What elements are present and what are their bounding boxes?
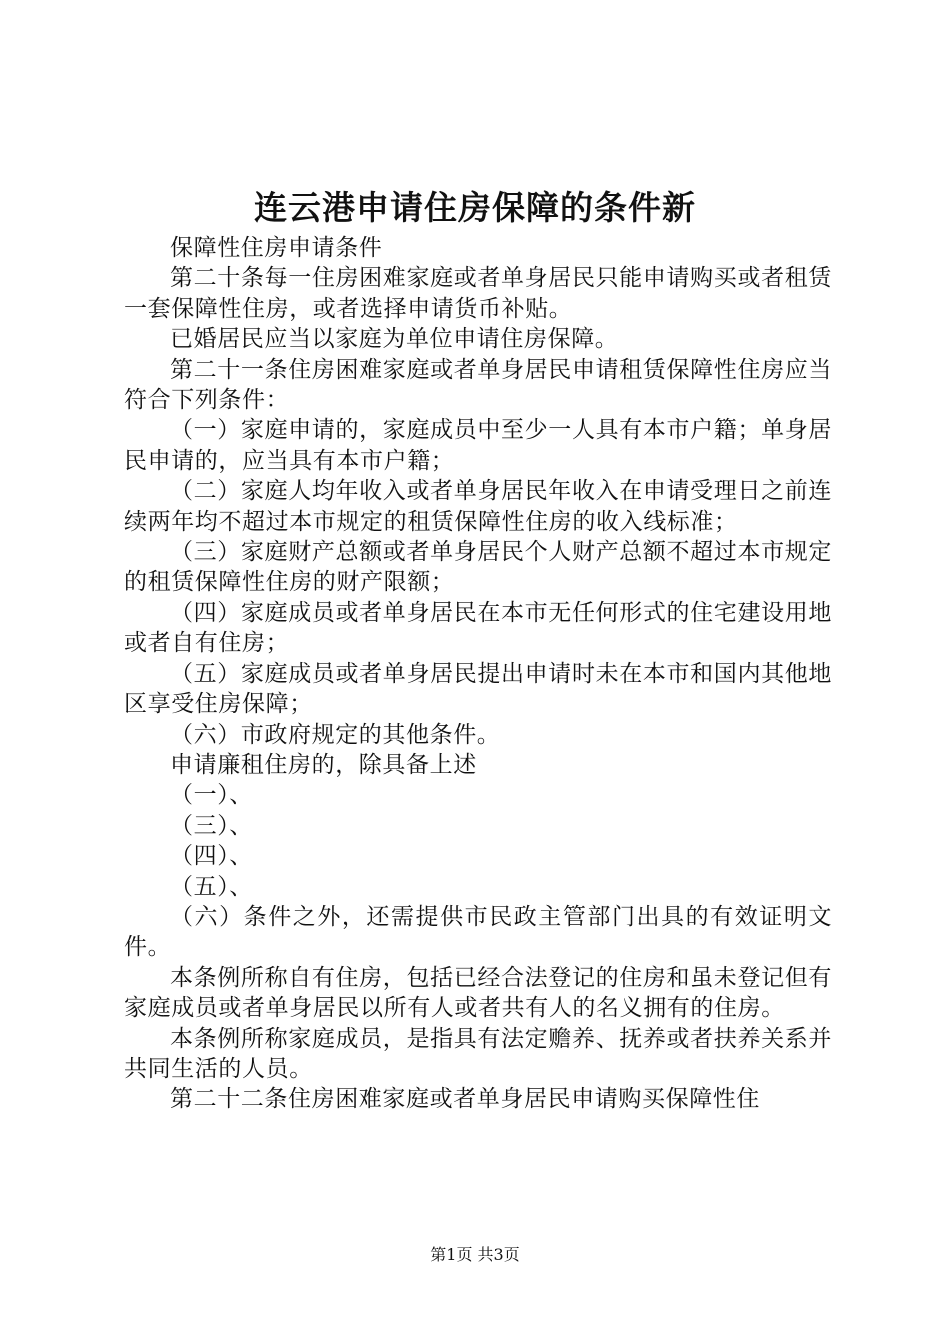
paragraph: （四）家庭成员或者单身居民在本市无任何形式的住宅建设用地或者自有住房； bbox=[124, 599, 832, 657]
paragraph: （六）市政府规定的其他条件。 bbox=[170, 721, 501, 748]
paragraph: （六）条件之外，还需提供市民政主管部门出具的有效证明文件。 bbox=[124, 903, 832, 961]
paragraph: （五）、 bbox=[170, 873, 253, 900]
paragraph: （二）家庭人均年收入或者单身居民年收入在申请受理日之前连续两年均不超过本市规定的租赁保障性住房的收入线标准； bbox=[124, 478, 832, 535]
page-number-footer: 第1页 共3页 bbox=[430, 1245, 520, 1264]
paragraph: 本条例所称家庭成员，是指具有法定赡养、抚养或者扶养关系并共同生活的人员。 bbox=[124, 1025, 832, 1082]
paragraph: 申请廉租住房的，除具备上述 bbox=[170, 751, 477, 778]
document-body bbox=[124, 233, 832, 1115]
paragraph: 第二十二条住房困难家庭或者单身居民申请购买保障性住 bbox=[170, 1086, 760, 1113]
paragraph: （五）家庭成员或者单身居民提出申请时未在本市和国内其他地区享受住房保障； bbox=[124, 660, 832, 718]
paragraph: （一）、 bbox=[170, 782, 253, 809]
paragraph: （三）家庭财产总额或者单身居民个人财产总额不超过本市规定的租赁保障性住房的财产限额； bbox=[124, 539, 832, 596]
paragraph: 保障性住房申请条件 bbox=[170, 235, 383, 261]
paragraph: 本条例所称自有住房，包括已经合法登记的住房和虽未登记但有家庭成员或者单身居民以所有人或者共有人的名义拥有的住房。 bbox=[124, 964, 832, 1022]
document-title: 连云港申请住房保障的条件新 bbox=[254, 188, 696, 227]
paragraph: 第二十条每一住房困难家庭或者单身居民只能申请购买或者租赁一套保障性住房，或者选择申请货币补贴。 bbox=[124, 265, 832, 322]
paragraph: （四）、 bbox=[170, 843, 253, 870]
paragraph: 已婚居民应当以家庭为单位申请住房保障。 bbox=[170, 326, 619, 353]
paragraph: （一）家庭申请的，家庭成员中至少一人具有本市户籍；单身居民申请的，应当具有本市户籍； bbox=[124, 417, 832, 474]
paragraph: 第二十一条住房困难家庭或者单身居民申请租赁保障性住房应当符合下列条件： bbox=[124, 356, 832, 414]
paragraph: （三）、 bbox=[170, 812, 253, 839]
